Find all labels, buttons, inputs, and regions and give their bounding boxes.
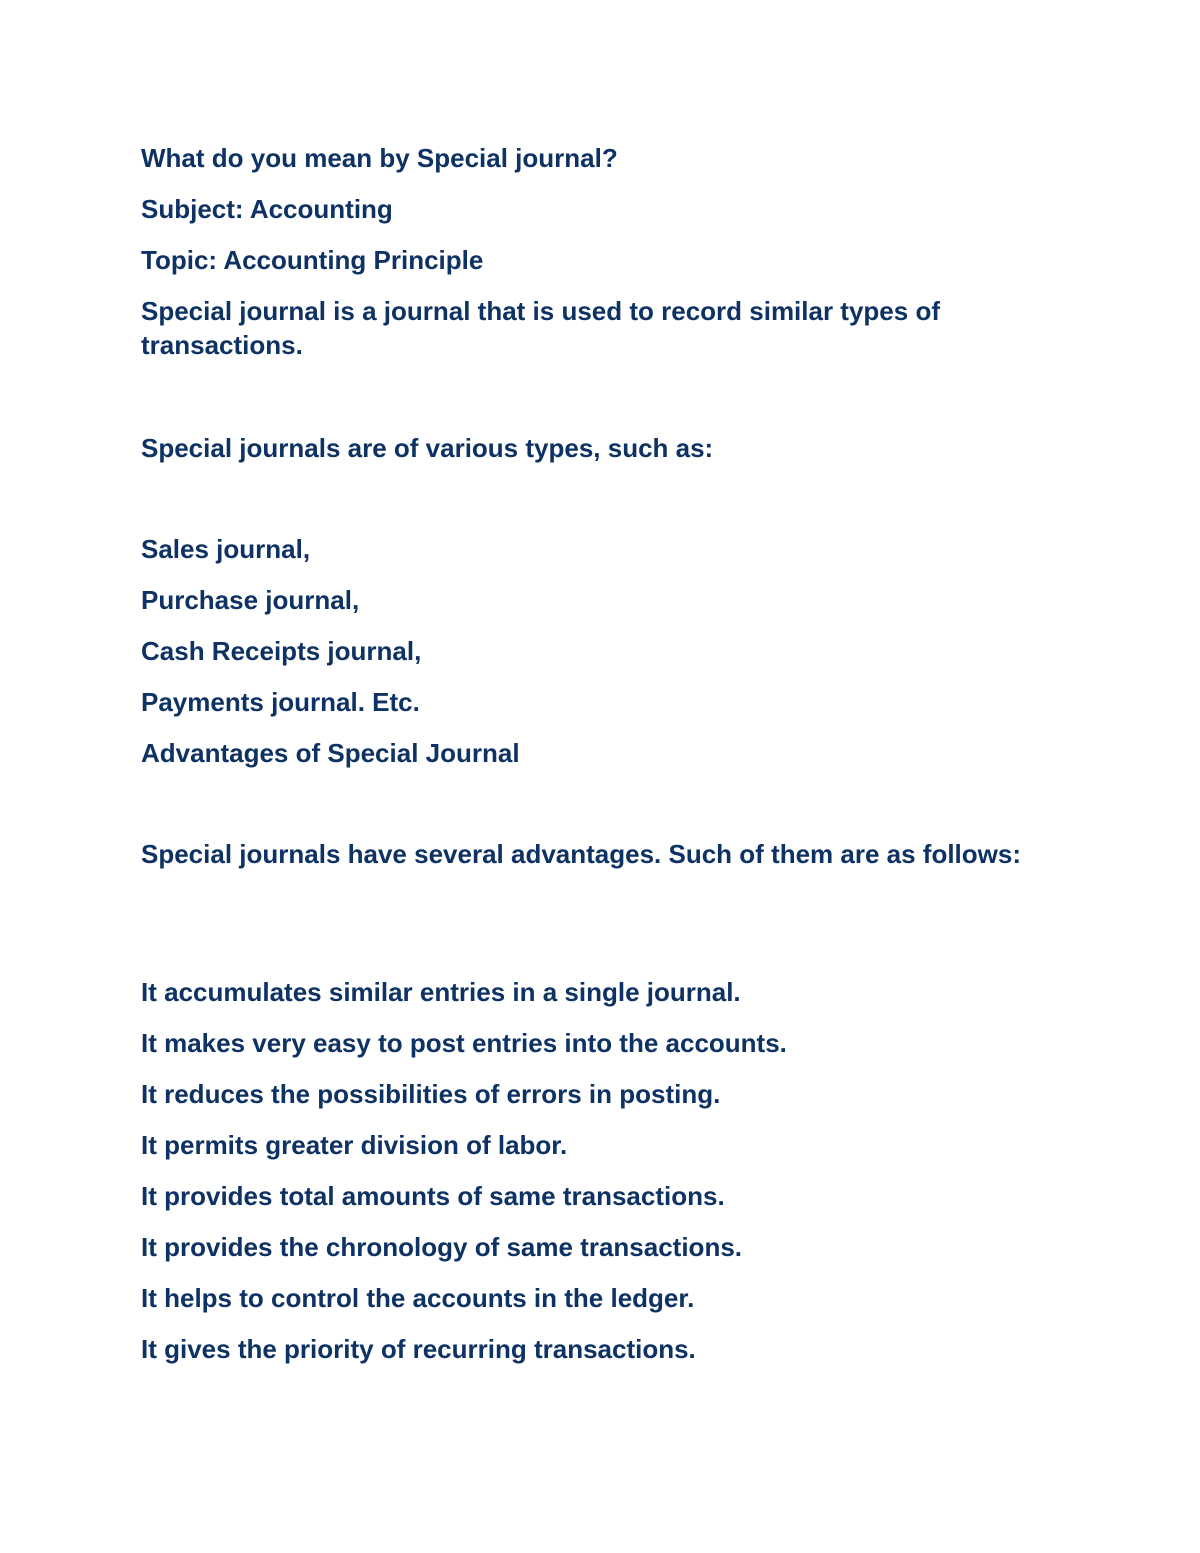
question-heading: What do you mean by Special journal?	[141, 143, 618, 173]
advantage-item: It helps to control the accounts in the ledger.	[141, 1283, 695, 1313]
advantage-item: It makes very easy to post entries into the accounts.	[141, 1028, 787, 1058]
advantage-item: It provides total amounts of same transactions.	[141, 1181, 725, 1211]
topic-line: Topic: Accounting Principle	[141, 245, 484, 275]
advantages-heading: Advantages of Special Journal	[141, 738, 520, 768]
advantages-intro: Special journals have several advantages. Such of them are as follows:	[141, 839, 1022, 869]
advantage-item: It permits greater division of labor.	[141, 1130, 568, 1160]
type-item: Cash Receipts journal,	[141, 636, 422, 666]
advantage-item: It reduces the possibilities of errors in posting.	[141, 1079, 721, 1109]
types-intro: Special journals are of various types, such as:	[141, 433, 714, 463]
subject-line: Subject: Accounting	[141, 194, 393, 224]
definition-paragraph: Special journal is a journal that is used to record similar types of transactions.	[141, 296, 940, 360]
type-item: Purchase journal,	[141, 585, 360, 615]
advantage-item: It accumulates similar entries in a single journal.	[141, 977, 741, 1007]
type-item: Sales journal,	[141, 534, 311, 564]
advantage-item: It provides the chronology of same transactions.	[141, 1232, 743, 1262]
type-item: Payments journal. Etc.	[141, 687, 420, 717]
advantage-item: It gives the priority of recurring transactions.	[141, 1334, 696, 1364]
